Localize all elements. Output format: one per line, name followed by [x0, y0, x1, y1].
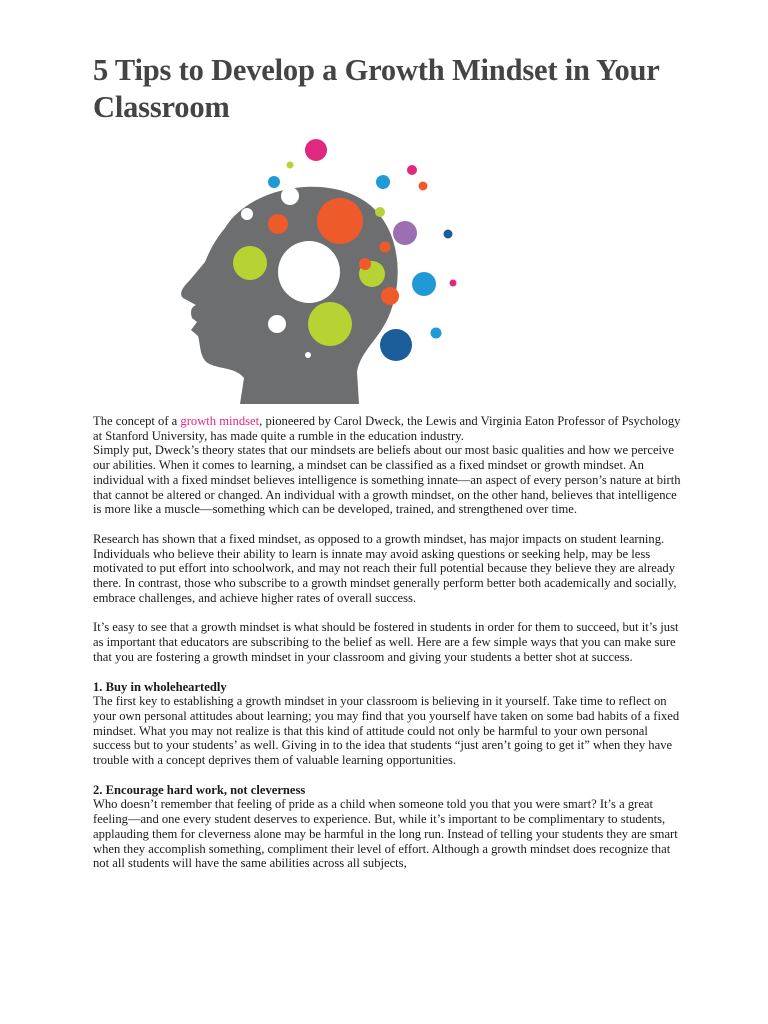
orange-edge-circle [359, 258, 371, 270]
blue-small-circle [268, 176, 280, 188]
magenta-small-circle [407, 165, 417, 175]
orange-lower-circle [381, 287, 399, 305]
orange-right-circle [419, 182, 428, 191]
magenta-top-circle [305, 139, 327, 161]
intro-paragraph: The concept of a growth mindset, pioneered by Carol Dweck, the Lewis and Virginia Eaton Professor of Psychology at Stanford University, has made quite a rumble in the education industry. [93, 414, 681, 443]
lime-tiny-circle [287, 162, 294, 169]
purple-circle [393, 221, 417, 245]
tip-1-text: The first key to establishing a growth mindset in your classroom is believing in it yourself. Take time to reflect on your own personal attitudes about learning; you may find that you yourself have taken on some bad habits of a fixed mindset. What you may not realize is that this kind of attitude could not only be harmful to your own personal success but to your students’ as well. Giving in to the idea that students “just aren’t going to get it” when they have trouble with a concept deprives them of valuable learning opportunities. [93, 694, 680, 768]
tip-1-heading: 1. Buy in wholeheartedly [93, 679, 227, 694]
tip-2-text: Who doesn’t remember that feeling of pride as a child when someone told you that you were smart? It’s a great feeling—and one every student deserves to experience. But, while it’s important to be complimentary to students, applauding them for cleverness alone may be harmful in the long run. Instead of telling your students they are smart when they accomplish something, compliment their level of effort. Although a growth mindset does recognize that not all students will have the same abilities across all subjects, [93, 797, 678, 871]
growth-mindset-link[interactable]: growth mindset [180, 414, 260, 428]
navy-tiny-circle [444, 230, 453, 239]
white-center-circle [278, 241, 340, 303]
blue-mid-circle [412, 272, 436, 296]
navy-big-circle [380, 329, 412, 361]
white-dot [305, 352, 311, 358]
orange-mid-circle [380, 242, 391, 253]
paragraph-fostering: It’s easy to see that a growth mindset is what should be fostered in students in order for them to succeed, but it’s just as important that educators are subscribing to the belief as well. Here are a few simple ways that you can make sure that you are fostering a growth mindset in your classroom and giving your students a better shot at success. [93, 620, 679, 664]
white-low-circle [268, 315, 286, 333]
article-body [93, 414, 683, 871]
growth-mindset-head-illustration [176, 136, 466, 406]
lime-bottom-circle [308, 302, 352, 346]
article-title: 5 Tips to Develop a Growth Mindset in Your Classroom [93, 53, 660, 124]
tip-2-heading: 2. Encourage hard work, not cleverness [93, 782, 306, 797]
white-top-circle [281, 187, 299, 205]
lime-left-circle [233, 246, 267, 280]
paragraph-definition: Simply put, Dweck’s theory states that our mindsets are beliefs about our most basic qualities and how we perceive our abilities. When it comes to learning, a mindset can be classified as a fixed mindset or growth mindset. An individual with a fixed mindset believes intelligence is something innate—an aspect of every person’s nature at birth that cannot be altered or changed. An individual with a growth mindset, on the other hand, believes that intelligence is more like a muscle—something which can be developed, trained, and strengthened over time. [93, 443, 681, 517]
lime-right-small-circle [375, 207, 385, 217]
blue-lower-circle [431, 328, 442, 339]
orange-small-circle [268, 214, 288, 234]
blue-right-circle [376, 175, 390, 189]
magenta-tiny-circle [450, 280, 457, 287]
paragraph-research: Research has shown that a fixed mindset, as opposed to a growth mindset, has major impacts on student learning. Individuals who believe their ability to learn is innate may avoid asking questions or seeking help, may be less motivated to put effort into schoolwork, and may not reach their full potential because they believe they are already there. In contrast, those who subscribe to a growth mindset generally perform better both academically and socially, embrace challenges, and achieve higher rates of overall success. [93, 531, 677, 605]
white-left-circle [241, 208, 253, 220]
orange-big-circle [317, 198, 363, 244]
